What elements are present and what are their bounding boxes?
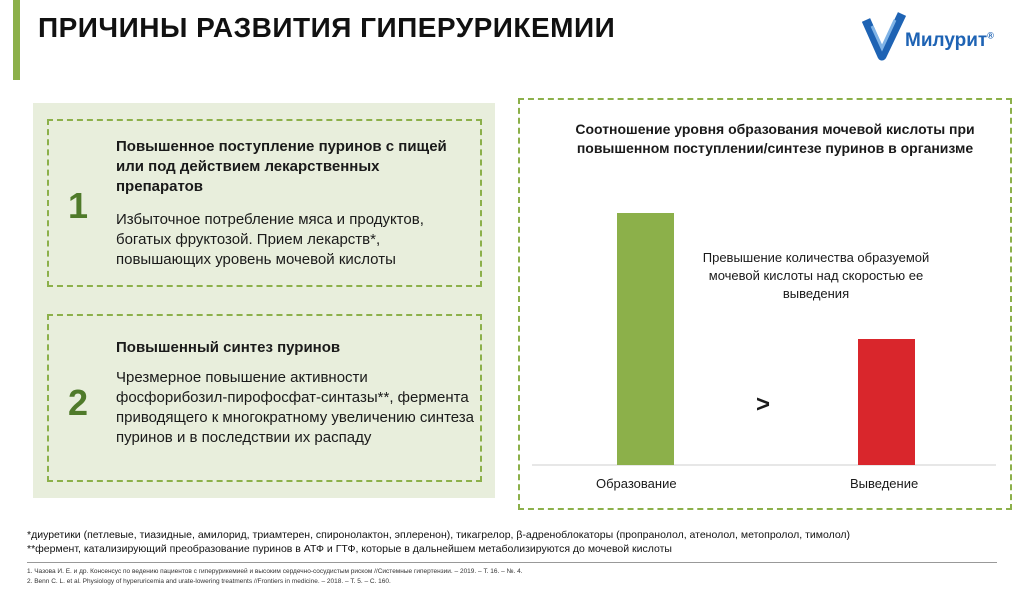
chart-title: Соотношение уровня образования мочевой кислоты при повышенном поступлении/синтезе пуринов в организме xyxy=(575,121,975,156)
cause-number-1: 1 xyxy=(68,185,89,226)
cause-body-2: Чрезмерное повышение активности фосфорибозил-пирофосфат-синтазы**, фермента приводящего к многократному увеличению синтеза пуринов и в последствии их распаду xyxy=(116,369,475,446)
reference-1: 1. Чазова И. Е. и др. Консенсус по ведению пациентов с гиперурикемией и высоким сердечно-сосудистым риском //Системные гипертензии. – 2019. – Т. 16. – №. 4. xyxy=(27,568,523,575)
greater-than-sign: > xyxy=(756,391,771,418)
logo-text: Милурит® xyxy=(905,30,994,51)
chart-annotation: Превышение количества образуемой мочевой кислоты над скоростью ее выведения xyxy=(702,250,930,301)
page-title: ПРИЧИНЫ РАЗВИТИЯ ГИПЕРУРИКЕМИИ xyxy=(38,12,616,43)
footnote-diuretics: *диуретики (петлевые, тиазидные, амилорид, триамтерен, спиронолактон, эплеренон), тикагрелор, β-адреноблокаторы (пропранолол, атенолол, метопролол, тимолол) xyxy=(27,529,851,541)
cause-body-1: Избыточное потребление мяса и продуктов, богатых фруктозой. Прием лекарств*, повышающих уровень мочевой кислоты xyxy=(116,211,424,268)
divider xyxy=(27,562,997,563)
reference-2: 2. Benn C. L. et al. Physiology of hyperuricemia and urate-lowering treatments //Frontiers in medicine. – 2018. – Т. 5. – С. 160. xyxy=(27,578,391,585)
cause-heading-1: Повышенное поступление пуринов с пищей или под действием лекарственных препаратов xyxy=(116,138,447,195)
bar-chart xyxy=(518,98,1012,510)
cause-number-2: 2 xyxy=(68,382,89,423)
footnote-enzyme: **фермент, катализирующий преобразование пуринов в АТФ и ГТФ, которые в дальнейшем метаболизируются до мочевой кислоты xyxy=(27,543,672,555)
bar-formation xyxy=(617,213,674,465)
category-label-excretion: Выведение xyxy=(850,476,919,491)
category-label-formation: Образование xyxy=(596,476,677,491)
cause-heading-2: Повышенный синтез пуринов xyxy=(116,339,341,356)
bar-excretion xyxy=(858,339,915,465)
accent-bar xyxy=(13,0,20,80)
